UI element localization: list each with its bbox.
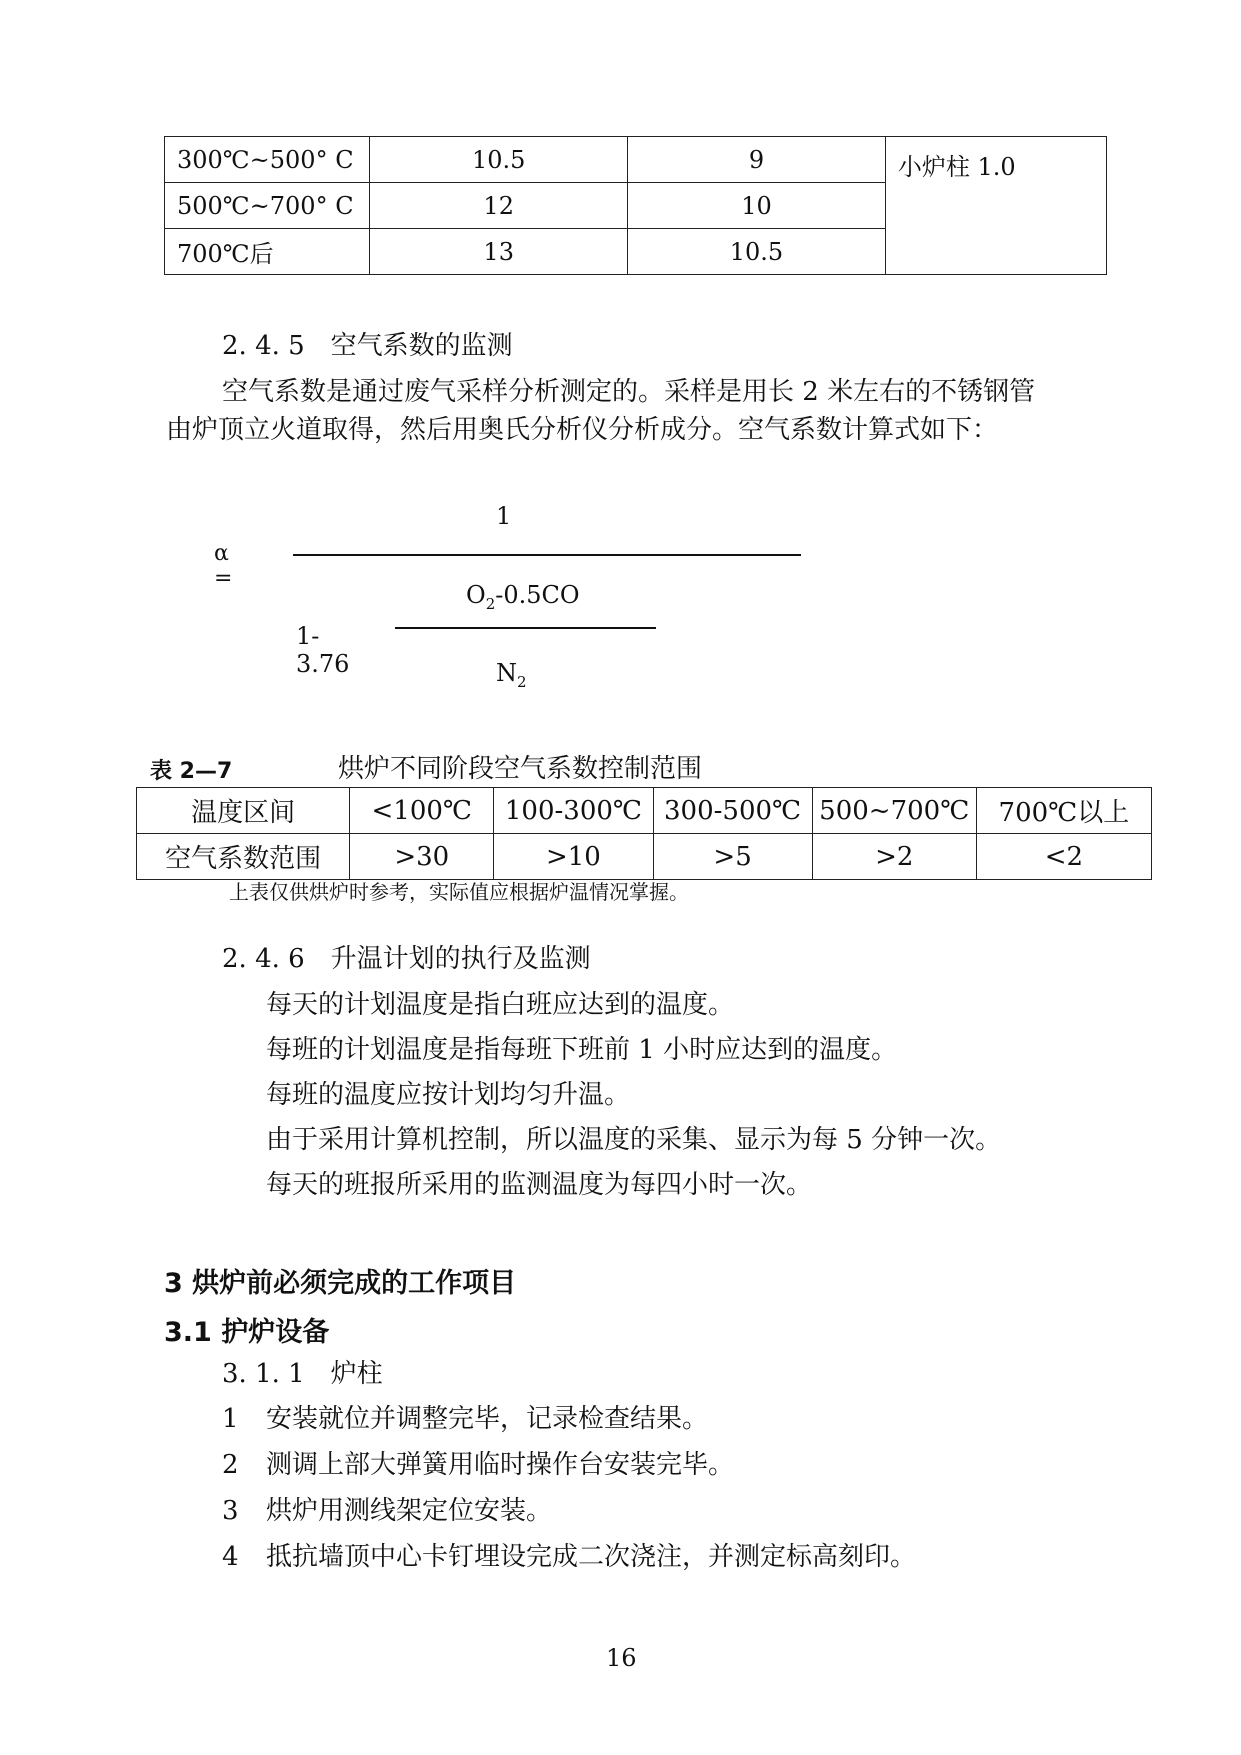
paragraph-line: 空气系数是通过废气采样分析测定的。采样是用长 2 米左右的不锈钢管 xyxy=(222,377,1036,407)
table-row xyxy=(137,834,1152,880)
table-cell: >2 xyxy=(812,834,976,880)
paragraph-line: 每班的计划温度是指每班下班前 1 小时应达到的温度。 xyxy=(266,1035,898,1065)
top-table xyxy=(164,136,1107,275)
table-caption: 烘炉不同阶段空气系数控制范围 xyxy=(338,754,703,784)
table-cell: >30 xyxy=(350,834,494,880)
table-label: 表 2—7 xyxy=(150,759,233,784)
paragraph-line: 每班的温度应按计划均匀升温。 xyxy=(266,1080,631,1110)
table-cell: 10.5 xyxy=(628,229,886,275)
table-header-cell: 100-300℃ xyxy=(494,788,653,834)
list-item: 4 抵抗墙顶中心卡钉埋设完成二次浇注，并测定标高刻印。 xyxy=(222,1542,917,1572)
table-header-cell: <100℃ xyxy=(350,788,494,834)
list-item: 1 安装就位并调整完毕，记录检查结果。 xyxy=(222,1404,709,1434)
table-cell: 13 xyxy=(370,229,628,275)
paragraph-line: 每天的班报所采用的监测温度为每四小时一次。 xyxy=(266,1170,813,1200)
table-header-cell: 700℃以上 xyxy=(976,788,1151,834)
table-cell: <2 xyxy=(976,834,1151,880)
paragraph-line: 每天的计划温度是指白班应达到的温度。 xyxy=(266,990,735,1020)
formula-numerator: 1 xyxy=(496,502,512,530)
table-cell: >5 xyxy=(653,834,812,880)
subsection-heading-31: 3.1 护炉设备 xyxy=(164,1317,330,1348)
table-cell: 12 xyxy=(370,183,628,229)
table-note: 上表仅供烘炉时参考，实际值应根据炉温情况掌握。 xyxy=(229,880,689,904)
subsection-heading-311: 3. 1. 1 炉柱 xyxy=(222,1359,383,1389)
list-item: 2 测调上部大弹簧用临时操作台安装完毕。 xyxy=(222,1450,735,1480)
inner-numerator: $O_2-0.5CO$ xyxy=(466,581,580,613)
list-item: 3 烘炉用测线架定位安装。 xyxy=(222,1496,553,1526)
table-header-cell: 500~700℃ xyxy=(812,788,976,834)
inner-denominator: $N_2$ xyxy=(496,659,527,691)
table-cell: 9 xyxy=(628,137,886,183)
main-fraction-bar xyxy=(293,554,801,556)
inner-fraction-bar xyxy=(395,627,656,629)
merged-note-cell: 小炉柱 1.0 xyxy=(885,137,1106,275)
table-header-row xyxy=(137,788,1152,834)
table-cell: 500℃~700° C xyxy=(165,183,370,229)
formula-prefix: 1-3.76 xyxy=(296,622,350,678)
page-number: 16 xyxy=(606,1644,637,1672)
table-header-cell: 300-500℃ xyxy=(653,788,812,834)
table-cell: 10 xyxy=(628,183,886,229)
table-cell: 10.5 xyxy=(370,137,628,183)
air-coefficient-table xyxy=(136,787,1152,880)
section-heading-246: 2. 4. 6 升温计划的执行及监测 xyxy=(222,944,591,974)
section-heading-245: 2. 4. 5 空气系数的监测 xyxy=(222,331,513,361)
table-cell: >10 xyxy=(494,834,653,880)
paragraph-line: 由于采用计算机控制，所以温度的采集、显示为每 5 分钟一次。 xyxy=(266,1125,1002,1155)
table-row xyxy=(165,137,1107,183)
alpha-symbol: α = xyxy=(214,541,233,591)
table-cell: 空气系数范围 xyxy=(137,834,350,880)
table-cell: 700℃后 xyxy=(165,229,370,275)
paragraph-line: 由炉顶立火道取得，然后用奥氏分析仪分析成分。空气系数计算式如下： xyxy=(166,415,999,445)
table-cell: 300℃~500° C xyxy=(165,137,370,183)
section-heading-3: 3 烘炉前必须完成的工作项目 xyxy=(164,1268,517,1299)
table-header-cell: 温度区间 xyxy=(137,788,350,834)
